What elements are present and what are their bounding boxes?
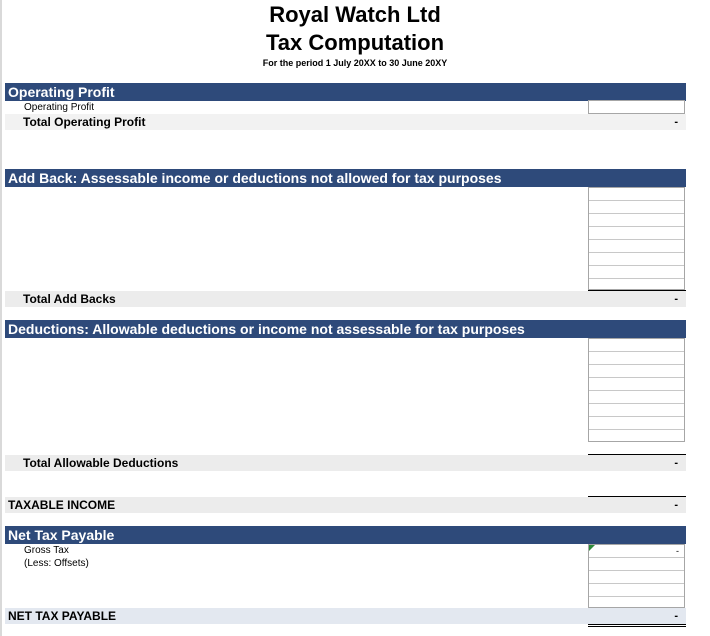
operating-profit-header: Operating Profit xyxy=(5,83,686,101)
less-offsets-label: (Less: Offsets) xyxy=(24,558,89,569)
net-tax-payable-row xyxy=(5,608,686,624)
deductions-header: Deductions: Allowable deductions or income not assessable for tax purposes xyxy=(5,320,686,338)
net-tax-double-underline xyxy=(588,624,686,627)
total-operating-profit-label: Total Operating Profit xyxy=(23,115,146,129)
taxable-income-row xyxy=(5,497,686,513)
net-tax-payable-value: - xyxy=(674,610,678,622)
total-add-backs-value: - xyxy=(674,293,678,305)
net-tax-payable-header: Net Tax Payable xyxy=(5,526,686,544)
total-deductions-label: Total Allowable Deductions xyxy=(23,456,179,470)
taxable-income-label: TAXABLE INCOME xyxy=(8,498,116,512)
period-text: For the period 1 July 20XX to 30 June 20XY xyxy=(262,58,448,68)
total-add-backs-label: Total Add Backs xyxy=(23,292,116,306)
deductions-entry-cells[interactable] xyxy=(588,338,685,442)
net-tax-entry-cells[interactable] xyxy=(588,544,685,608)
operating-profit-input-cell[interactable] xyxy=(588,100,685,114)
total-operating-profit-row xyxy=(5,114,686,130)
comment-marker-icon xyxy=(589,545,595,551)
total-operating-profit-value: - xyxy=(674,116,678,128)
net-tax-payable-label: NET TAX PAYABLE xyxy=(8,609,117,623)
total-add-backs-row xyxy=(5,291,686,307)
left-gridline xyxy=(0,0,2,636)
add-back-entry-cells[interactable] xyxy=(588,187,685,290)
total-deductions-row xyxy=(5,455,686,471)
company-name: Royal Watch Ltd xyxy=(269,2,441,27)
operating-profit-item: Operating Profit xyxy=(24,102,95,113)
add-back-header: Add Back: Assessable income or deductions not allowed for tax purposes xyxy=(5,169,686,187)
total-deductions-value: - xyxy=(674,457,678,469)
document-title: Tax Computation xyxy=(265,30,445,55)
gross-tax-label: Gross Tax xyxy=(24,545,69,556)
gross-tax-value: - xyxy=(676,546,679,556)
taxable-income-value: - xyxy=(674,499,678,511)
